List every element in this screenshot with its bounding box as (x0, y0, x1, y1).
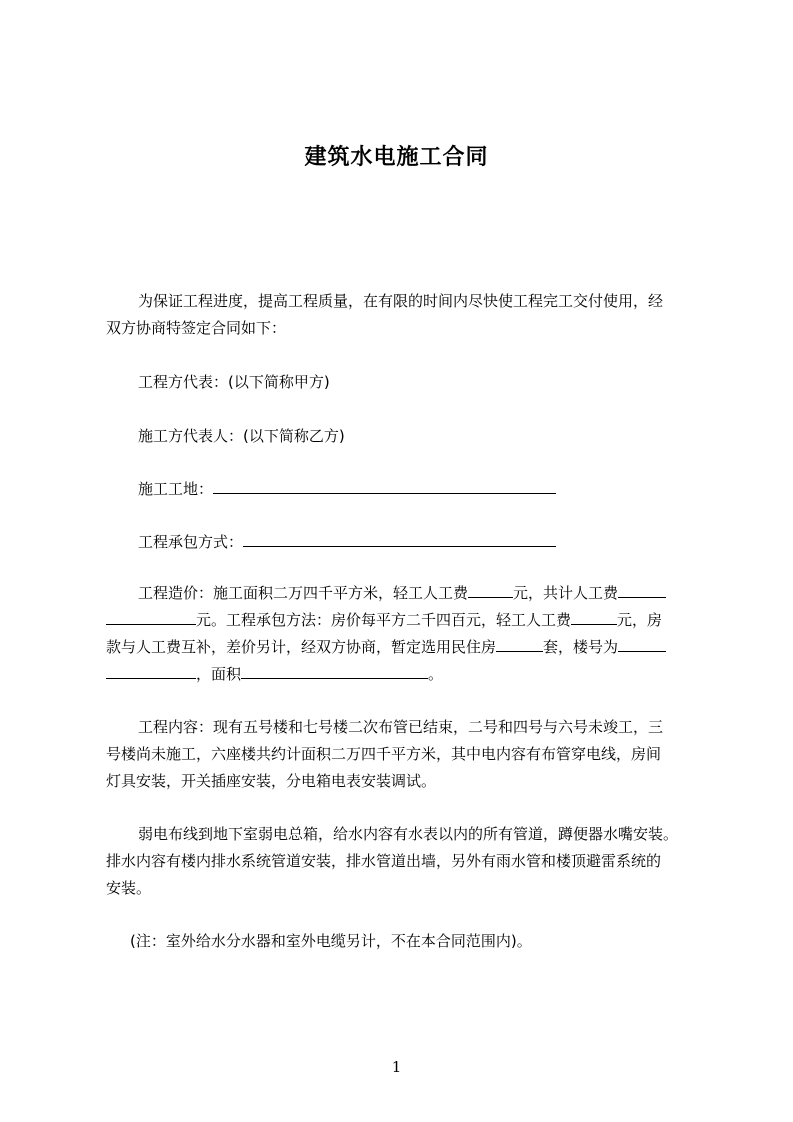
content-line-2: 号楼尚未施工，六座楼共约计面积二万四千平方米，其中电内容有布管穿电线，房间 (106, 745, 662, 763)
cost-text-4a: ，面积 (196, 665, 242, 683)
cost-text-1a: 工程造价：施工面积二万四千平方米，轻工人工费 (138, 584, 469, 602)
cost-text-4b: 。 (428, 665, 444, 683)
labor-fee-blank[interactable] (468, 583, 513, 598)
building-number-blank-cont[interactable] (106, 664, 196, 679)
content-line-1: 工程内容：现有五号楼和七号楼二次布管已结束，二号和四号与六号未竣工，三 (138, 718, 664, 736)
content-line-3: 灯具安装，开关插座安装，分电箱电表安装调试。 (106, 772, 437, 790)
cost-line-3 (106, 637, 666, 657)
housing-sets-blank[interactable] (496, 637, 543, 652)
site-line (138, 479, 556, 499)
contract-mode-blank-field[interactable] (243, 532, 556, 547)
party-a-line: 工程方代表：(以下简称甲方) (138, 373, 330, 391)
total-labor-blank-cont[interactable] (106, 610, 196, 625)
total-labor-blank[interactable] (618, 583, 666, 598)
labor-fee-blank-2[interactable] (571, 610, 617, 625)
document-title: 建筑水电施工合同 (304, 145, 489, 170)
cost-text-3a: 款与人工费互补，差价另计，经双方协商，暂定选用民住房 (106, 638, 497, 656)
page-number: 1 (391, 1058, 402, 1076)
weak-line-1: 弱电布线到地下室弱电总箱，给水内容有水表以内的所有管道，蹲便器水嘴安装。 (138, 825, 679, 843)
cost-text-2a: 元。工程承包方法：房价每平方二千四百元，轻工人工费 (196, 611, 572, 629)
area-blank[interactable] (241, 664, 428, 679)
weak-line-3: 安装。 (106, 879, 152, 897)
party-b-line: 施工方代表人：(以下简称乙方) (138, 427, 345, 445)
contract-mode-label: 工程承包方式： (138, 533, 244, 551)
cost-line-1 (138, 583, 666, 603)
contract-mode-line (138, 532, 556, 552)
cost-text-1b: 元，共计人工费 (513, 584, 619, 602)
cost-text-2b: 元，房 (617, 611, 663, 629)
cost-text-3b: 套，楼号为 (543, 638, 619, 656)
site-blank-field[interactable] (213, 479, 556, 494)
note-line: (注：室外给水分水器和室外电缆另计，不在本合同范围内)。 (130, 932, 532, 950)
building-number-blank[interactable] (618, 637, 666, 652)
intro-line-1: 为保证工程进度，提高工程质量，在有限的时间内尽快使工程完工交付使用，经 (138, 292, 664, 310)
site-label: 施工工地： (138, 480, 214, 498)
cost-line-4 (106, 664, 443, 684)
cost-line-2 (106, 610, 662, 630)
intro-line-2: 双方协商特签定合同如下： (106, 319, 287, 337)
weak-line-2: 排水内容有楼内排水系统管道安装，排水管道出墙，另外有雨水管和楼顶避雷系统的 (106, 852, 662, 870)
